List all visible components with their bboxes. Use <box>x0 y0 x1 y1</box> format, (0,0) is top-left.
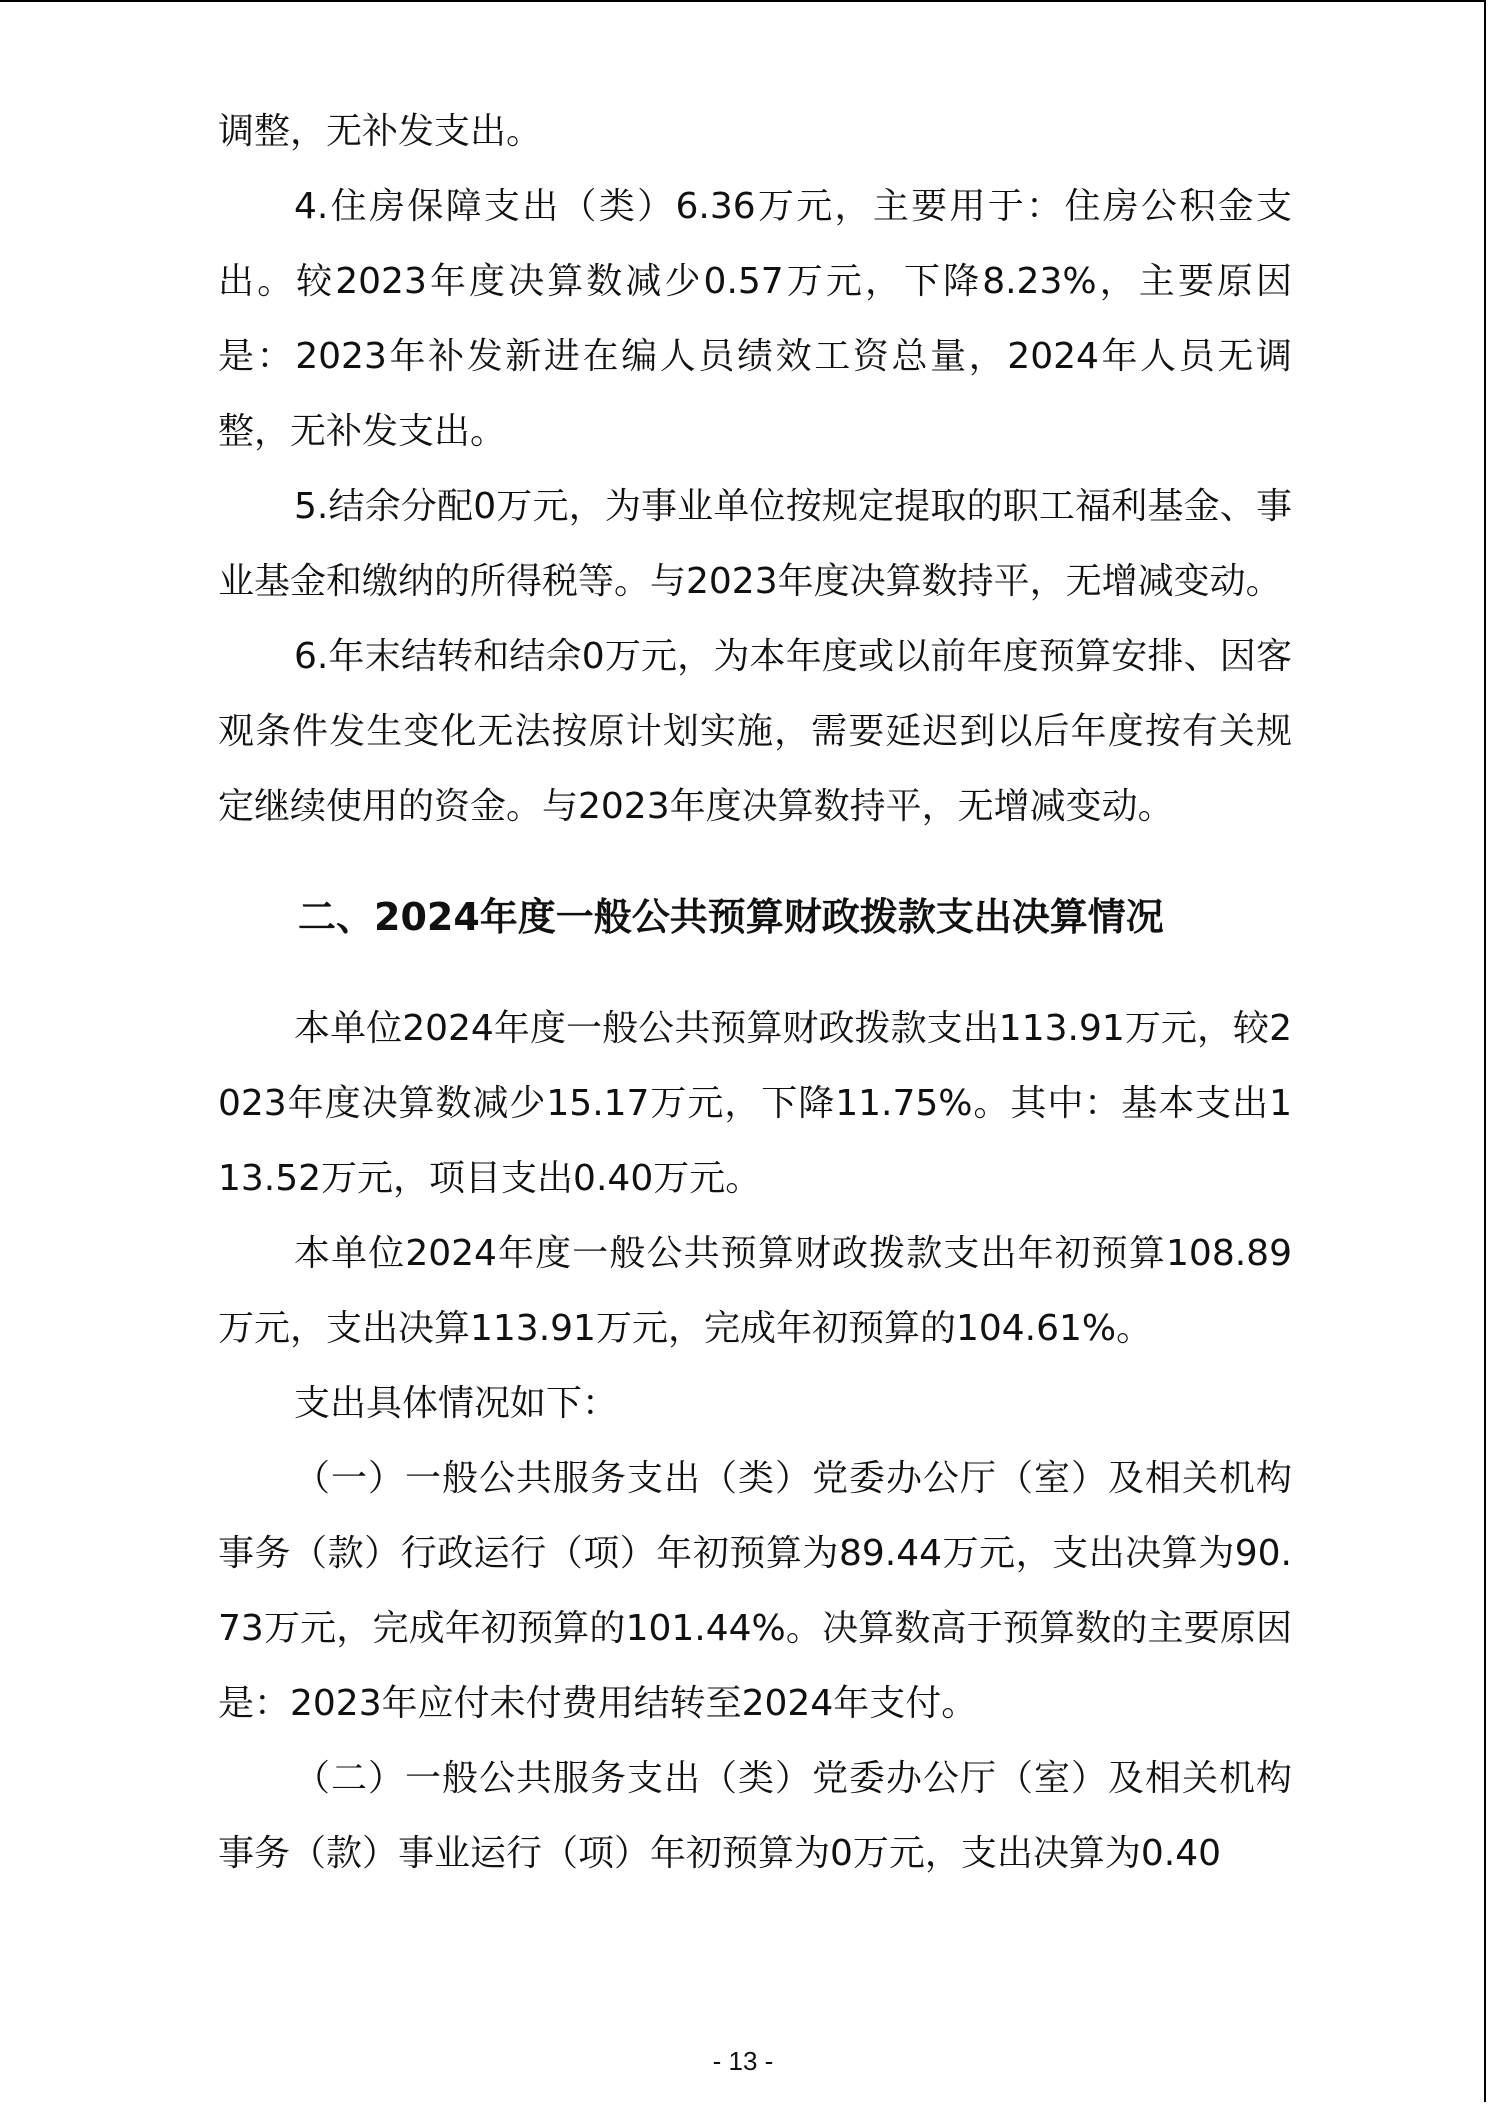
paragraph-expense-summary: 本单位2024年度一般公共预算财政拨款支出113.91万元，较2023年度决算数减少15.17万元，下降11.75%。其中：基本支出113.52万元，项目支出0.40万元。 <box>218 1008 1292 1199</box>
page-number: - 13 - <box>712 2046 774 2076</box>
paragraph-housing-expense: 4.住房保障支出（类）6.36万元，主要用于：住房公积金支出。较2023年度决算数减少0.57万元，下降8.23%，主要原因是：2023年补发新进在编人员绩效工资总量，2024年人员无调整，无补发支出。 <box>218 186 1292 452</box>
document-body <box>218 94 1292 1891</box>
paragraph-continuation: 调整，无补发支出。 <box>218 111 543 152</box>
paragraph-surplus-distribution: 5.结余分配0万元，为事业单位按规定提取的职工福利基金、事业基金和缴纳的所得税等。与2023年度决算数持平，无增减变动。 <box>218 486 1292 602</box>
paragraph-budget-completion: 本单位2024年度一般公共预算财政拨款支出年初预算108.89万元，支出决算113.91万元，完成年初预算的104.61%。 <box>218 1233 1292 1349</box>
section-heading: 二、2024年度一般公共预算财政拨款支出决算情况 <box>298 895 1164 939</box>
paragraph-item-one: （一）一般公共服务支出（类）党委办公厅（室）及相关机构事务（款）行政运行（项）年初预算为89.44万元，支出决算为90.73万元，完成年初预算的101.44%。决算数高于预算数的主要原因是：2023年应付未付费用结转至2024年支付。 <box>218 1458 1292 1724</box>
paragraph-item-two: （二）一般公共服务支出（类）党委办公厅（室）及相关机构事务（款）事业运行（项）年初预算为0万元，支出决算为0.40 <box>218 1758 1292 1874</box>
paragraph-details-intro: 支出具体情况如下： <box>294 1383 619 1424</box>
paragraph-year-end-balance: 6.年末结转和结余0万元，为本年度或以前年度预算安排、因客观条件发生变化无法按原计划实施，需要延迟到以后年度按有关规定继续使用的资金。与2023年度决算数持平，无增减变动。 <box>218 636 1292 827</box>
